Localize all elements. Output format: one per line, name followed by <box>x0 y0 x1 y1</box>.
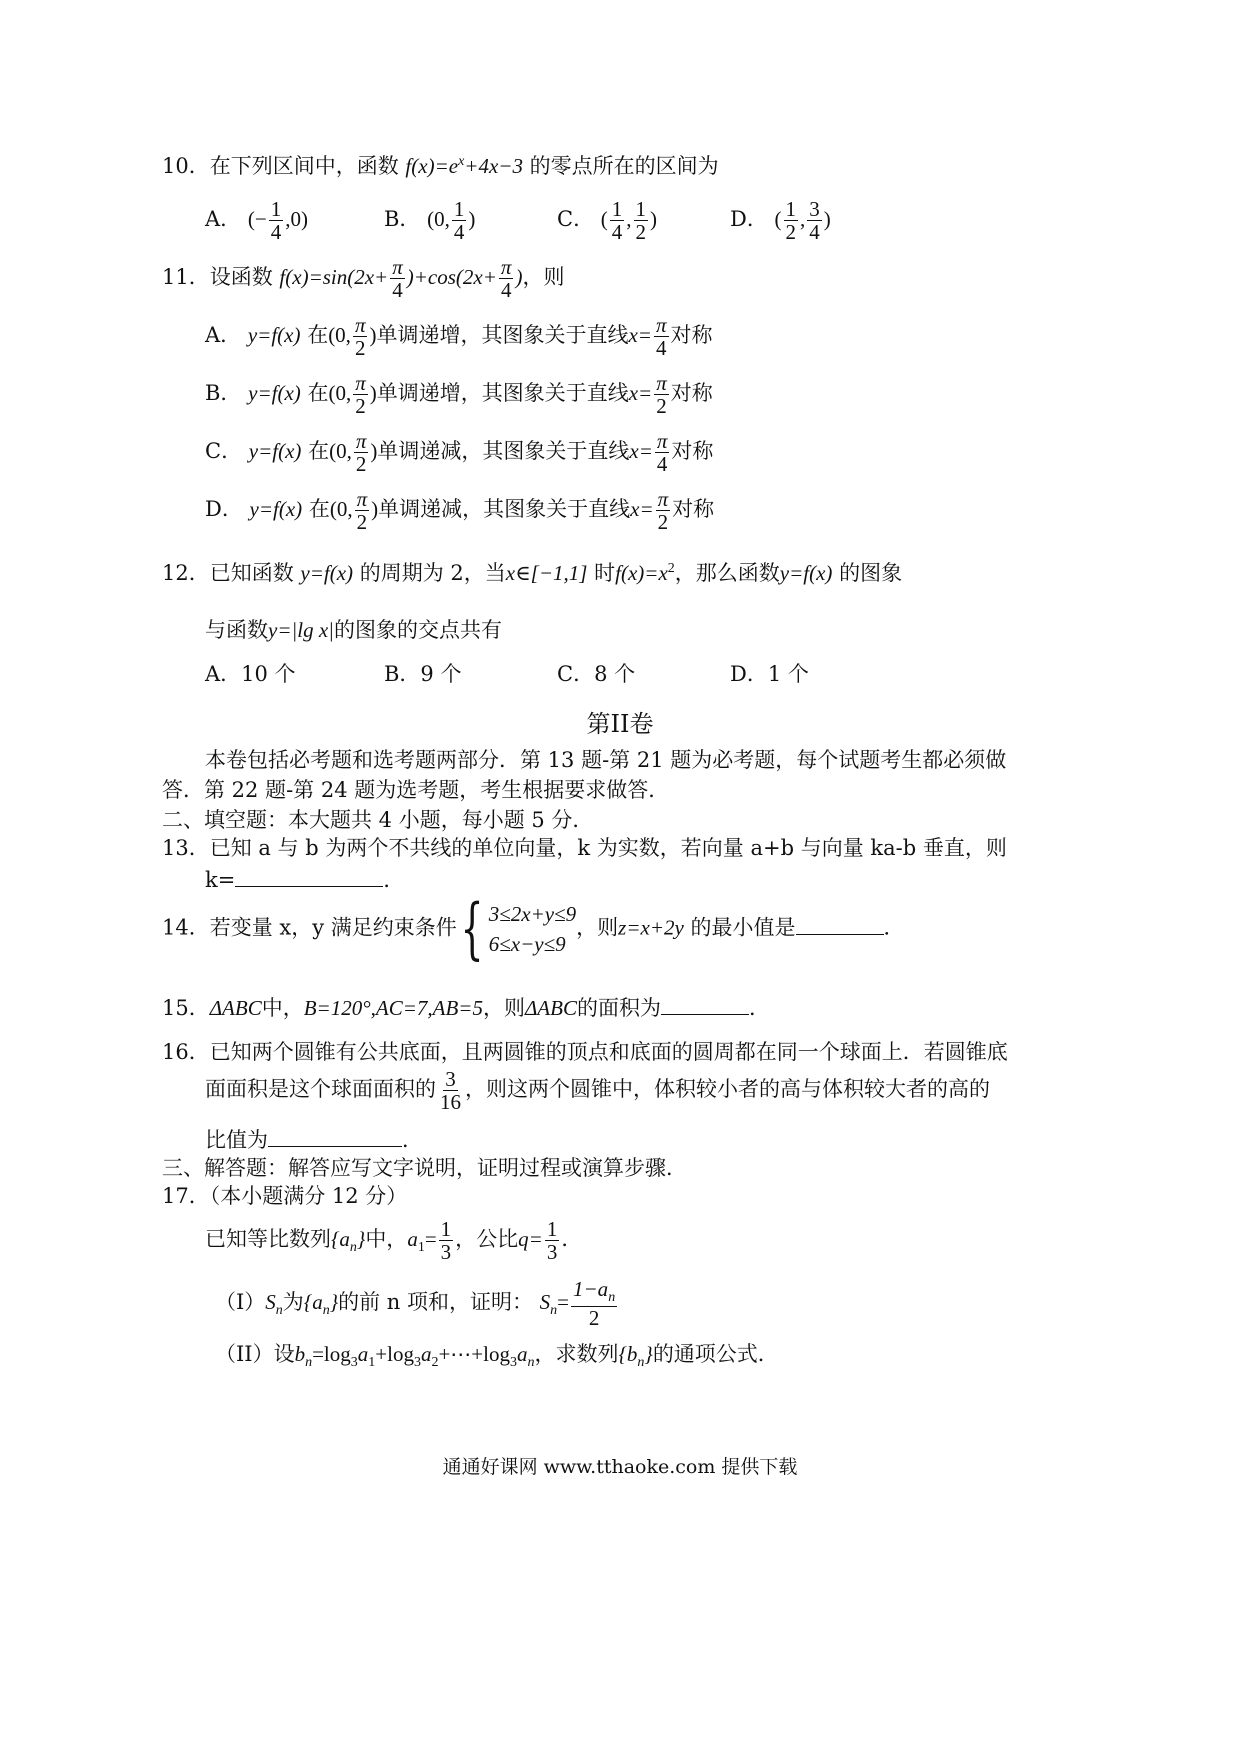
q11-stem: 11．设函数 f(x)=sin(2x+ $\frac{\pi}{4}$ )+cos(2x+ $\frac{\pi}{4}$ )，则 <box>162 255 565 303</box>
section3-heading: 三、解答题：解答应写文字说明，证明过程或演算步骤． <box>162 1156 687 1180</box>
q12-option-d: D．1 个 <box>730 662 809 686</box>
q12-stem-line2: 与函数y=|lg x|的图象的交点共有 <box>205 618 502 642</box>
q16-line1: 16．已知两个圆锥有公共底面，且两圆锥的顶点和底面的圆周都在同一个球面上．若圆锥底 <box>162 1040 1008 1064</box>
q16-line2: 面面积是这个球面面积的 $\frac{3}{16}$ ，则这两个圆锥中，体积较小者的高与体积较大者的高的 <box>205 1067 990 1115</box>
section2-heading: 二、填空题：本大题共 4 小题，每小题 5 分． <box>162 808 594 832</box>
page-footer: 通通好课网 www.tthaoke.com 提供下载 <box>442 1456 798 1478</box>
q10-option-b: B． (0, $\frac{1}{4}$ ) <box>384 197 476 245</box>
q14-stem: 14．若变量 x，y 满足约束条件 { 3≤2x+y≤9 6≤x−y≤9 ，则z=x+2y 的最小值是 ． <box>162 890 905 967</box>
part2-title: 第II卷 <box>586 710 654 738</box>
q13-line1: 13．已知 a 与 b 为两个不共线的单位向量，k 为实数，若向量 a+b 与向量 ka-b 垂直，则 <box>162 836 1007 860</box>
q17-part1: $(I)S_n$为$\{a_n\}$的前 n 项和，证明： $S_n=$ $\frac{1-a_n}{2}$ <box>215 1277 616 1330</box>
q13-answer-blank[interactable] <box>235 866 383 887</box>
q12-option-a: A．10 个 <box>205 662 296 686</box>
q12-option-c: C．8 个 <box>557 662 636 686</box>
q16-line3: 比值为 ． <box>205 1128 423 1152</box>
q14-answer-blank[interactable] <box>796 914 884 935</box>
left-brace-icon: { <box>460 890 484 967</box>
q12-stem: 12．已知函数 y=f(x) 的周期为 2，当x∈[−1,1] 时$f(x)=x^2$，那么函数y=f(x) 的图象 <box>162 561 903 585</box>
q11-option-a: A． y=f(x) 在(0, $\frac{\pi}{2}$ )单调递增，其图象关于直线x= $\frac{\pi}{4}$ 对称 <box>205 313 713 361</box>
q16-answer-blank[interactable] <box>268 1126 402 1147</box>
q10-option-a: A． (− $\frac{1}{4}$ ,0) <box>205 197 308 245</box>
q10-option-d: D． ( $\frac{1}{2}$ , $\frac{3}{4}$ ) <box>730 197 831 245</box>
q17-part2: （II）设$b_n=\log_3a_1+\log_3a_2+\cdots+\log_3a_n$，求数列$\{b_n\}$的通项公式． <box>215 1342 779 1371</box>
q11-option-b: B． y=f(x) 在(0, $\frac{\pi}{2}$ )单调递增，其图象关于直线x= $\frac{\pi}{2}$ 对称 <box>205 371 713 419</box>
q13-line2: k= ． <box>205 868 405 892</box>
part2-intro-line2: 答．第 22 题-第 24 题为选考题，考生根据要求做答． <box>162 778 670 802</box>
q17-given: 已知等比数列$\{a_n\}$中，$a_1=$ $\frac{1}{3}$ ，公比q= $\frac{1}{3}$ ． <box>205 1217 583 1265</box>
q17-heading: 17．（本小题满分 12 分） <box>162 1184 408 1208</box>
q11-option-d: D． y=f(x) 在(0, $\frac{\pi}{2}$ )单调递减，其图象关于直线x= $\frac{\pi}{2}$ 对称 <box>205 487 715 535</box>
q12-option-b: B．9 个 <box>384 662 462 686</box>
q14-constraint-system: { 3≤2x+y≤9 6≤x−y≤9 <box>460 890 577 967</box>
q10-stem: 10．在下列区间中，函数 $f(x)=e^x+4x-3$ 的零点所在的区间为 <box>162 154 719 178</box>
part2-intro-line1: 本卷包括必考题和选考题两部分．第 13 题-第 21 题为必考题，每个试题考生都必须做 <box>205 748 1007 772</box>
q10-option-c: C． ( $\frac{1}{4}$ , $\frac{1}{2}$ ) <box>557 197 658 245</box>
q15-answer-blank[interactable] <box>661 994 749 1015</box>
q11-option-c: C． y=f(x) 在(0, $\frac{\pi}{2}$ )单调递减，其图象关于直线x= $\frac{\pi}{4}$ 对称 <box>205 429 714 477</box>
q15-stem: 15．ΔABC中，B=120°,AC=7,AB=5，则ΔABC的面积为 ． <box>162 996 770 1020</box>
